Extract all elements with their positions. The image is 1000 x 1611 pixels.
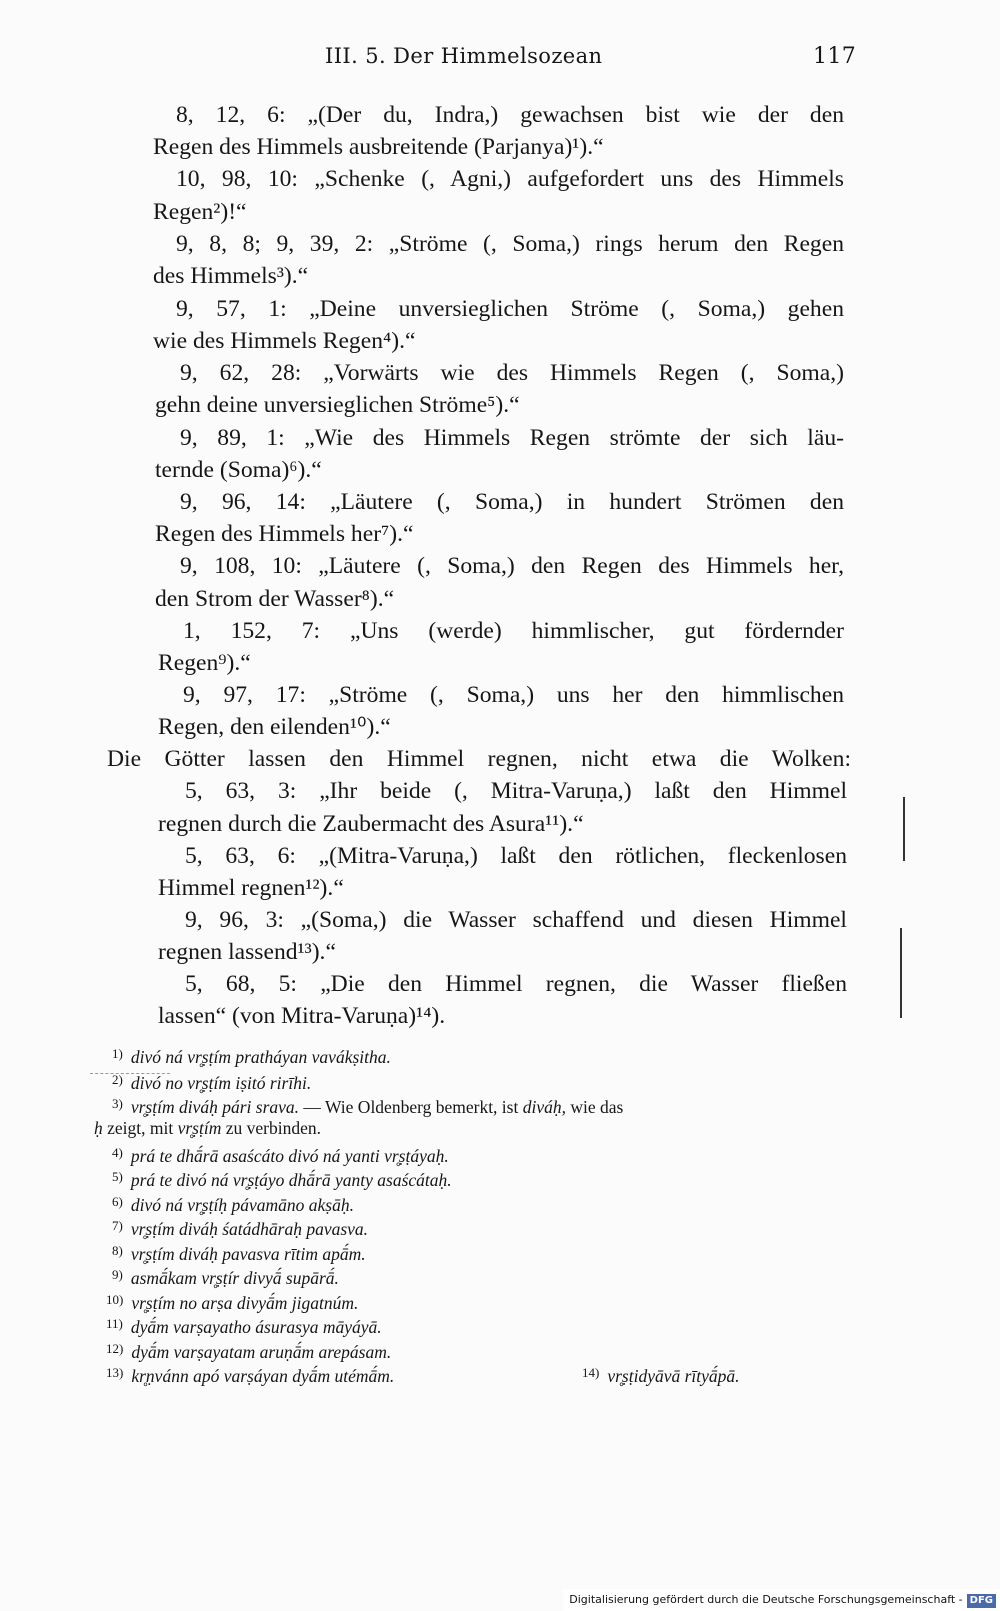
running-title: III. 5. Der Himmelsozean [325,44,603,68]
body-line: Regen des Himmels ausbreitende (Parjanya)¹).“ [153,134,604,160]
footnote-12: $^{12)}$ dyā́m varṣayatam aruṇā́m arepásam. [106,1341,392,1362]
body-line: den Strom der Wasser⁸).“ [155,586,395,612]
body-line: Regen, den eilenden¹⁰).“ [158,714,391,740]
body-line: 9, 96, 3: „(Soma,) die Wasser schaffend und diesen Himmel [185,907,847,933]
body-line: Himmel regnen¹²).“ [158,875,344,901]
footnote-5: $^{5)}$ prá te divó ná vr̥ṣṭáyo dhā́rā yanty asaścátaḥ. [112,1169,452,1190]
scan-margin-mark [900,928,902,1018]
credit-text: Digitalisierung gefördert durch die Deutsche Forschungsgemeinschaft - [569,1593,963,1606]
footnote-3-continued: ḥ zeigt, mit vr̥ṣṭím zu verbinden. [94,1118,321,1138]
body-line: gehn deine unversieglichen Ströme⁵).“ [155,392,520,418]
scan-margin-mark [903,797,905,861]
footnote-4: $^{4)}$ prá te dhā́rā asaścáto divó ná yanti vr̥ṣṭáyaḥ. [112,1145,449,1166]
body-line: Die Götter lassen den Himmel regnen, nicht etwa die Wolken: [107,746,851,772]
body-line: Regen des Himmels her⁷).“ [155,521,414,547]
footnote-10: $^{10)}$ vr̥ṣṭím no arṣa divyā́m jigatnúm. [106,1292,359,1313]
body-line: 9, 97, 17: „Ströme (, Soma,) uns her den himmlischen [183,682,844,708]
footnote-7: $^{7)}$ vr̥ṣṭím diváḥ śatádhāraḥ pavasva. [112,1218,369,1239]
footnote-11: $^{11)}$ dyā́m varṣayatho ásurasya māyáyā. [106,1316,382,1337]
body-line: regnen lassend¹³).“ [158,939,336,965]
footnote-8: $^{8)}$ vr̥ṣṭím diváḥ pavasva rītim apā́m. [112,1243,366,1264]
footnote-6: $^{6)}$ divó ná vr̥ṣṭíḥ pávamāno akṣāḥ. [112,1194,354,1215]
body-line: 9, 89, 1: „Wie des Himmels Regen strömte der sich läu- [180,425,844,451]
body-line: 9, 8, 8; 9, 39, 2: „Ströme (, Soma,) rings herum den Regen [176,231,844,257]
body-line: 5, 63, 3: „Ihr beide (, Mitra-Varuṇa,) laßt den Himmel [185,778,847,804]
body-line: 9, 96, 14: „Läutere (, Soma,) in hundert Strömen den [180,489,844,515]
body-line: 8, 12, 6: „(Der du, Indra,) gewachsen bist wie der den [176,102,844,128]
dfg-logo: DFG [967,1594,996,1608]
body-line: des Himmels³).“ [153,263,309,289]
footnote-3: $^{3)}$ vr̥ṣṭím diváḥ pári srava. — Wie Oldenberg bemerkt, ist diváḥ, wie das [112,1096,624,1117]
body-line: 5, 68, 5: „Die den Himmel regnen, die Wasser fließen [185,971,847,997]
digitization-credit [563,1589,1000,1611]
body-line: wie des Himmels Regen⁴).“ [153,328,416,354]
body-line: 5, 63, 6: „(Mitra-Varuṇa,) laßt den rötlichen, fleckenlosen [185,843,847,869]
body-line: regnen durch die Zaubermacht des Asura¹¹).“ [158,811,584,837]
body-line: lassen“ (von Mitra-Varuṇa)¹⁴). [158,1003,446,1029]
footnote-1: $^{1)}$ divó ná vr̥ṣṭím pratháyan vavákṣitha. [112,1046,391,1067]
body-line: 9, 62, 28: „Vorwärts wie des Himmels Regen (, Soma,) [180,360,844,386]
footnote-13: $^{13)}$ kr̥ṇvánn apó varṣáyan dyā́m utémā́m. [106,1365,395,1386]
body-line: 10, 98, 10: „Schenke (, Agni,) aufgefordert uns des Himmels [176,166,844,192]
body-line: Regen²)!“ [153,199,247,225]
footnote-9: $^{9)}$ asmā́kam vr̥ṣṭír divyā́ supārā́. [112,1267,339,1288]
body-line: 1, 152, 7: „Uns (werde) himmlischer, gut fördernder [183,618,844,644]
footnote-14: $^{14)}$ vr̥ṣṭidyāvā rītyā́pā. [582,1365,740,1386]
page-number: 117 [813,44,857,69]
body-line: 9, 57, 1: „Deine unversieglichen Ströme (, Soma,) gehen [176,296,844,322]
footnote-2: $^{2)}$ divó no vr̥ṣṭím iṣitó rirīhi. [112,1072,312,1093]
body-line: Regen⁹).“ [158,650,251,676]
body-line: ternde (Soma)⁶).“ [155,457,322,483]
body-line: 9, 108, 10: „Läutere (, Soma,) den Regen des Himmels her, [180,553,844,579]
